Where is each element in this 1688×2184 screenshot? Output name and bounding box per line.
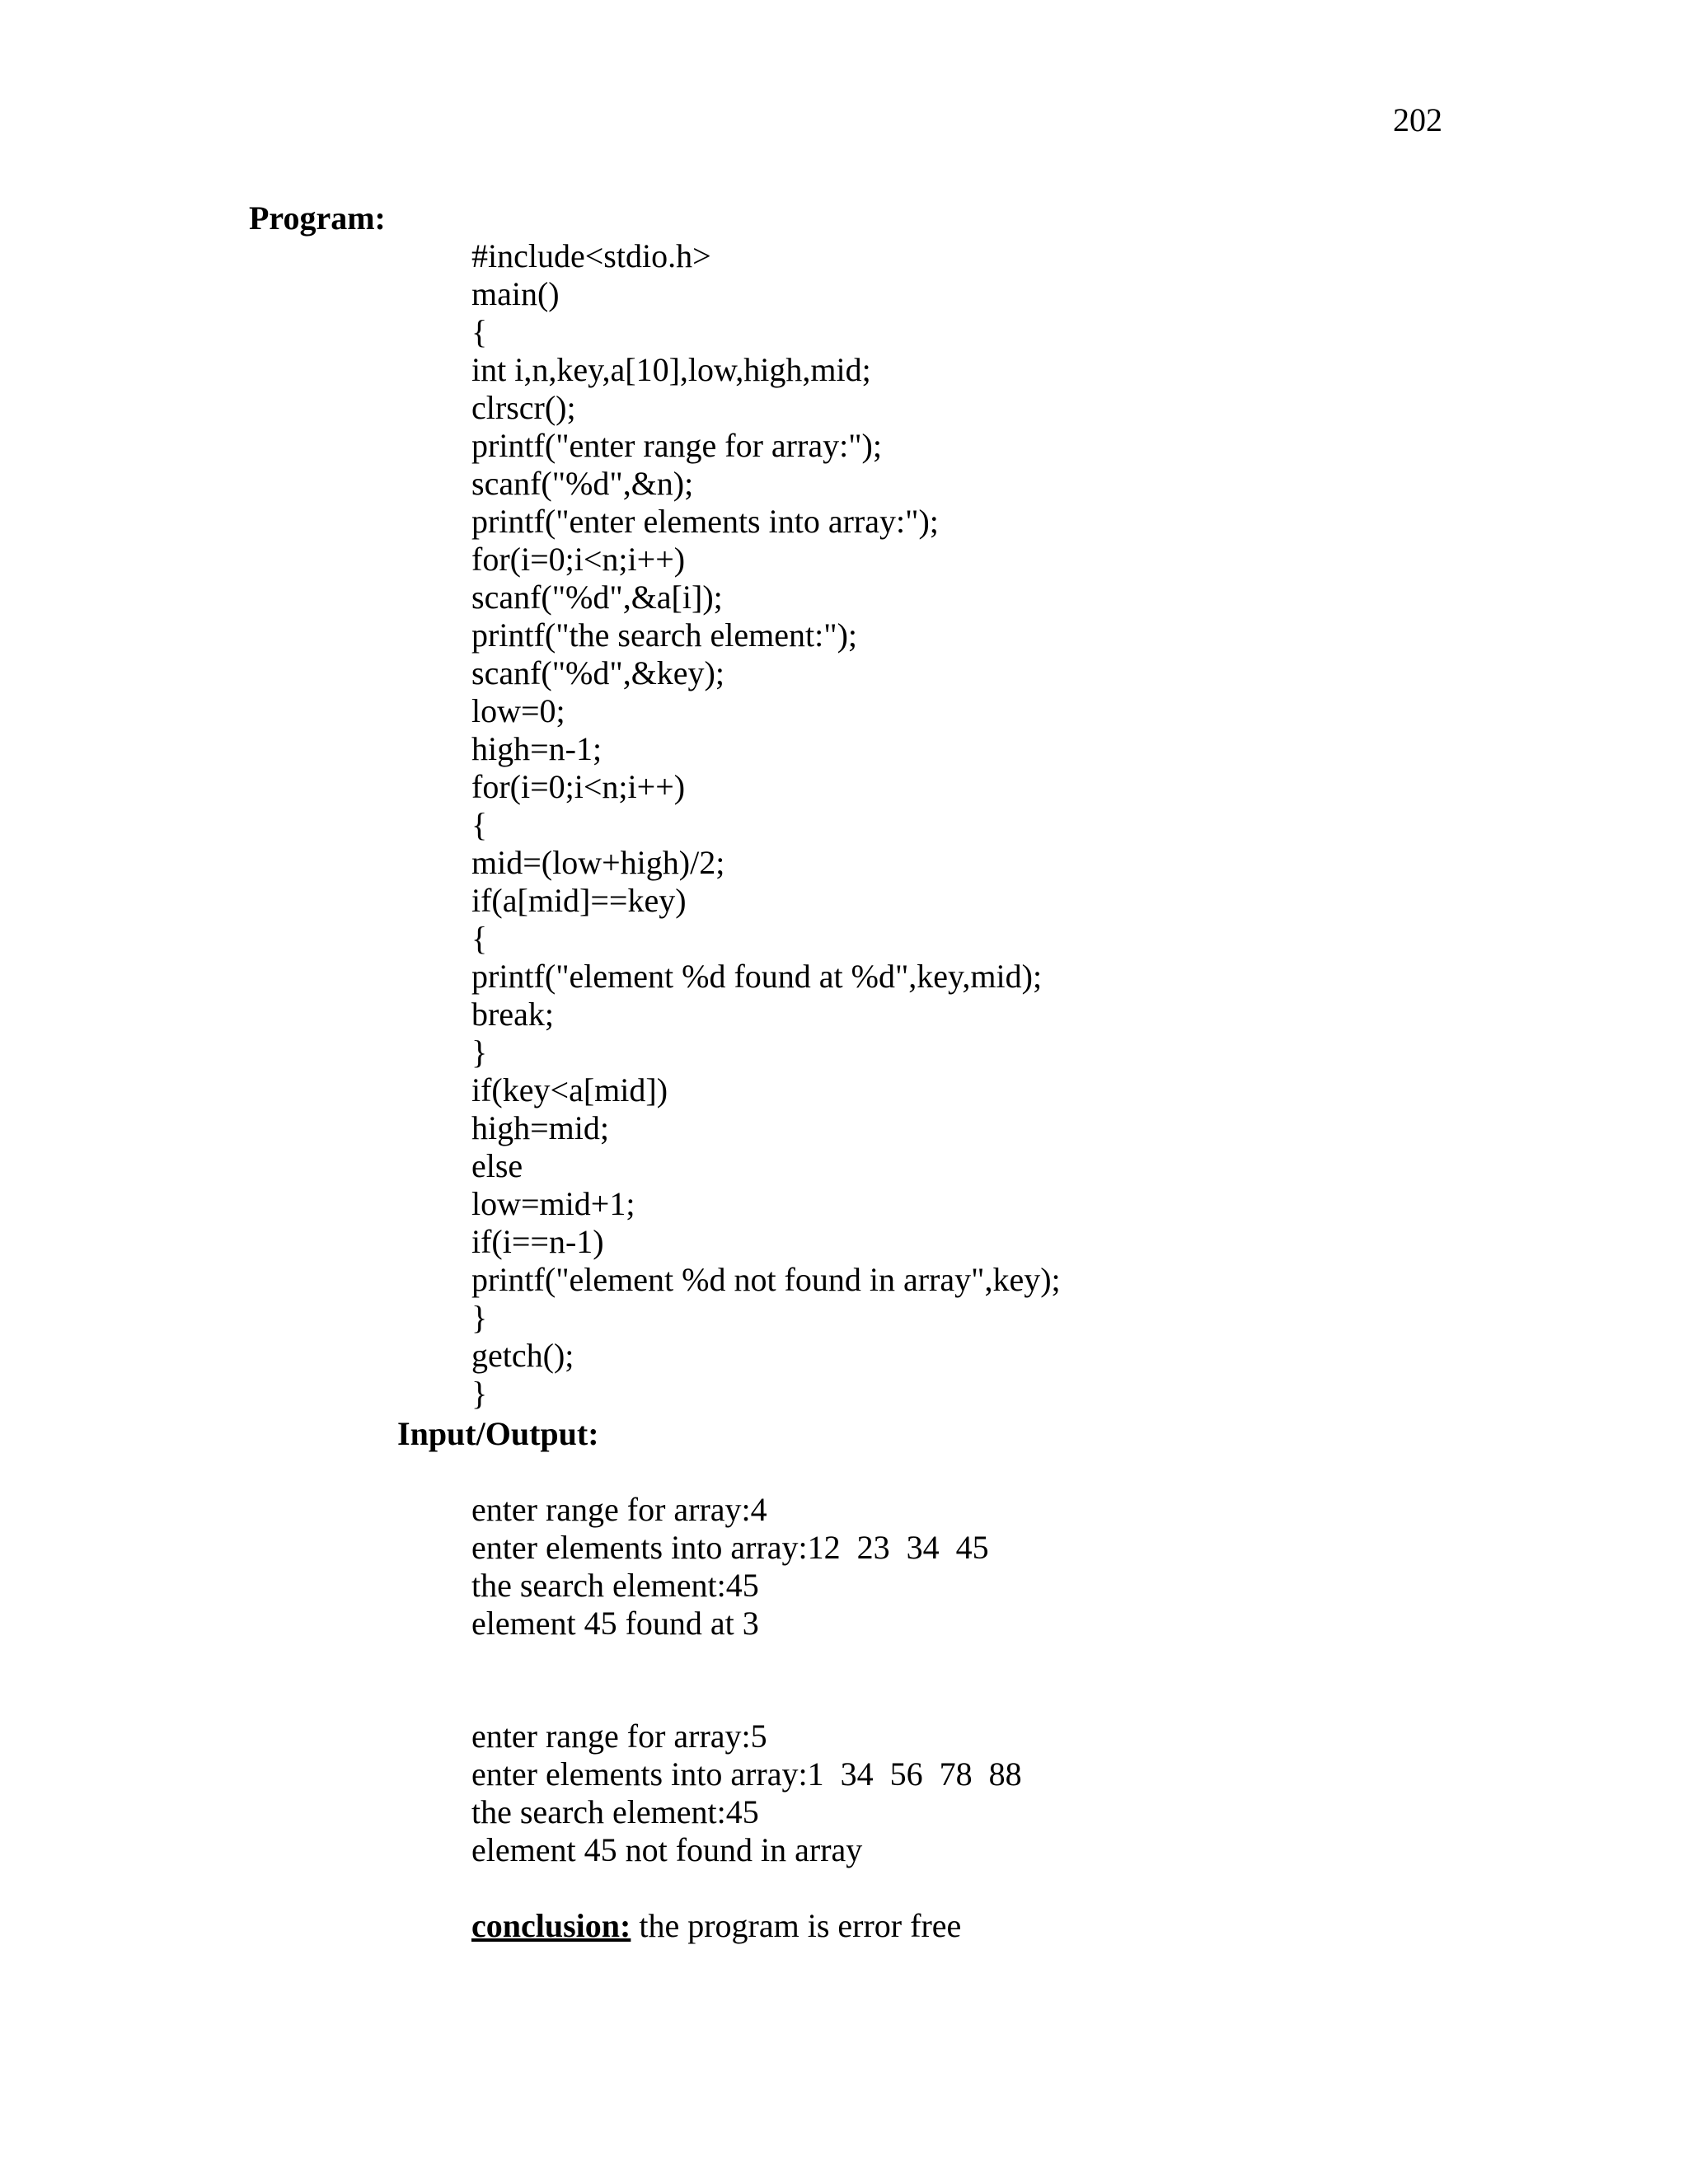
code-line: {	[471, 313, 488, 350]
code-line: low=mid+1;	[471, 1185, 635, 1222]
code-line: scanf("%d",&key);	[471, 654, 724, 691]
output-line: element 45 not found in array	[471, 1831, 863, 1868]
code-line: if(a[mid]==key)	[471, 882, 687, 919]
code-line: printf("enter range for array:");	[471, 427, 882, 464]
output-run-1	[471, 1491, 989, 1643]
output-line: the search element:45	[471, 1793, 759, 1830]
output-line: enter elements into array:12 23 34 45	[471, 1529, 989, 1566]
output-line: enter range for array:4	[471, 1491, 767, 1528]
code-line: #include<stdio.h>	[471, 237, 711, 274]
code-line: main()	[471, 275, 560, 312]
code-line: low=0;	[471, 692, 565, 729]
code-line: {	[471, 806, 488, 843]
code-line: }	[471, 1375, 488, 1412]
code-line: }	[471, 1299, 488, 1336]
code-line: int i,n,key,a[10],low,high,mid;	[471, 351, 871, 388]
code-line: }	[471, 1033, 488, 1071]
code-line: high=mid;	[471, 1109, 610, 1146]
code-line: getch();	[471, 1337, 574, 1374]
code-line: printf("element %d found at %d",key,mid);	[471, 958, 1043, 995]
program-code-block	[471, 237, 1061, 1413]
output-line: enter range for array:5	[471, 1718, 767, 1755]
code-line: for(i=0;i<n;i++)	[471, 768, 686, 805]
code-line: {	[471, 920, 488, 957]
code-line: scanf("%d",&a[i]);	[471, 579, 723, 616]
code-line: mid=(low+high)/2;	[471, 844, 725, 881]
code-line: clrscr();	[471, 389, 576, 426]
code-line: printf("enter elements into array:");	[471, 503, 939, 540]
code-line: high=n-1;	[471, 730, 603, 767]
conclusion-text: the program is error free	[631, 1907, 962, 1944]
page-number: 202	[1393, 101, 1442, 138]
code-line: printf("the search element:");	[471, 616, 858, 654]
code-line: if(i==n-1)	[471, 1223, 604, 1260]
conclusion	[471, 1907, 961, 1945]
code-line: for(i=0;i<n;i++)	[471, 541, 686, 578]
code-line: break;	[471, 996, 554, 1033]
output-line: element 45 found at 3	[471, 1605, 759, 1642]
code-line: else	[471, 1147, 523, 1184]
output-run-2	[471, 1718, 1022, 1869]
conclusion-label: conclusion:	[471, 1907, 631, 1944]
output-line: enter elements into array:1 34 56 78 88	[471, 1755, 1022, 1793]
input-output-heading: Input/Output:	[397, 1415, 599, 1452]
output-line: the search element:45	[471, 1567, 759, 1604]
program-heading: Program:	[249, 199, 386, 237]
code-line: printf("element %d not found in array",key);	[471, 1261, 1061, 1298]
code-line: if(key<a[mid])	[471, 1071, 668, 1108]
code-line: scanf("%d",&n);	[471, 465, 694, 502]
